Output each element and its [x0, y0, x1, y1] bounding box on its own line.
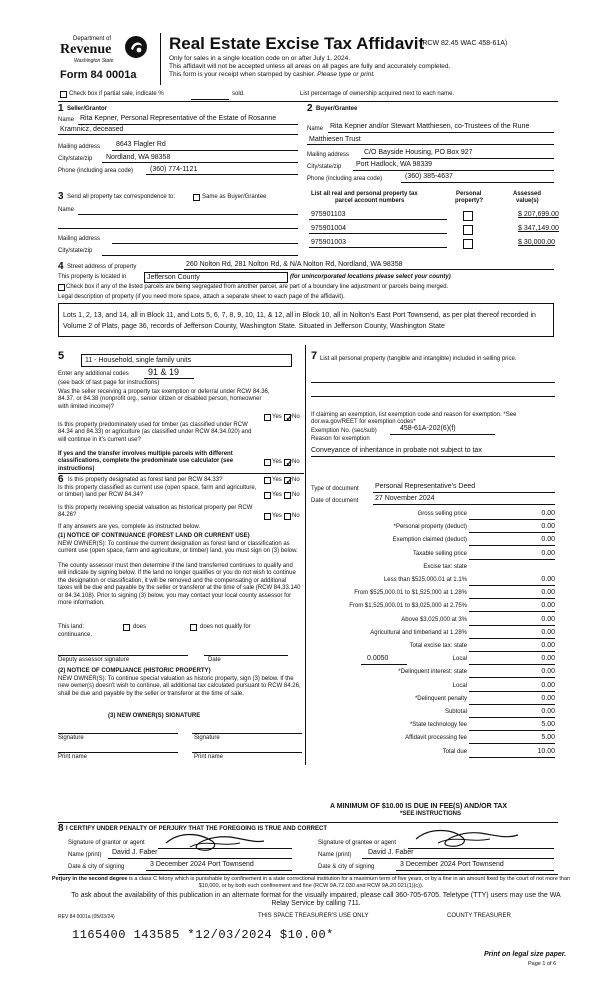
parcel-col-header-1: List all real and personal property tax	[311, 191, 418, 197]
tax-line-row	[311, 629, 557, 639]
does-qualify-checkbox[interactable]	[123, 624, 130, 631]
new-owner-signature-line-1[interactable]	[58, 733, 178, 734]
grantor-name-line	[108, 858, 292, 859]
buyer-city-label: City/state/zip	[307, 164, 342, 170]
correspondence-mail-line[interactable]	[112, 243, 298, 244]
tax-line-row	[311, 576, 557, 586]
exemption-number-line	[390, 434, 495, 435]
seller-phone-line	[146, 174, 298, 175]
does-not-qualify-checkbox[interactable]	[190, 624, 197, 631]
seller-mail-line	[112, 150, 298, 151]
grantor-date-value[interactable]: 3 December 2024 Port Townsend	[150, 861, 254, 868]
forest-no-label: No	[292, 477, 300, 483]
tax-line-row	[311, 589, 557, 599]
tax-line-value[interactable]: 0.00	[541, 694, 555, 702]
tax-line-label: Exemption claimed (deduct)	[392, 537, 467, 544]
parcel-col-header-2b: property?	[455, 198, 484, 204]
current-use-no-checkbox[interactable]	[284, 492, 291, 499]
additional-codes-line	[144, 378, 194, 379]
located-in-label: This property is located in	[58, 274, 127, 280]
tax-line-underline	[469, 651, 555, 652]
q1-yes-checkbox[interactable]	[264, 414, 271, 421]
tax-line-value[interactable]: 0.00	[541, 549, 555, 557]
if-any-yes-note: If any answers are yes, complete as instructed below.	[58, 524, 201, 530]
seller-phone-value[interactable]: (360) 774-1121	[150, 166, 198, 173]
compliance-title: (2) NOTICE OF COMPLIANCE (HISTORIC PROPERTY)	[58, 668, 211, 674]
revenue-label: Revenue	[60, 42, 112, 57]
parcel-line	[309, 233, 447, 234]
tax-line-underline	[469, 704, 555, 705]
tax-line-label: Above $3,025,000 at 3%	[401, 616, 467, 623]
q1-no-label: No	[292, 414, 300, 420]
new-owner-signature-line-2[interactable]	[192, 733, 302, 734]
seller-phone-label: Phone (including area code)	[58, 168, 134, 174]
current-use-yes-label: Yes	[272, 492, 282, 498]
new-owner-signature-title: (3) NEW OWNER(S) SIGNATURE	[108, 713, 201, 719]
unincorporated-note: (for unincorporated locations please select your county)	[290, 274, 451, 280]
buyer-name-line	[328, 132, 554, 133]
list-percentage-note: List percentage of ownership acquired next to each name.	[300, 91, 455, 97]
tax-line-value[interactable]: 0.00	[541, 576, 555, 583]
tax-line-row	[311, 510, 557, 520]
tax-line-value[interactable]: 0.00	[541, 589, 555, 597]
new-owner-print-line-1[interactable]	[58, 752, 178, 753]
grantee-signature-image[interactable]	[412, 823, 522, 851]
document-type-value[interactable]: Personal Representative's Deed	[375, 483, 476, 490]
buyer-mail-line	[361, 158, 554, 159]
tax-line-value[interactable]: 0.00	[541, 628, 555, 636]
assessed-value[interactable]: $ 207,699.00	[518, 211, 559, 218]
header-line-3: This form is your receipt when stamped by cashier.	[169, 71, 316, 78]
section-3-number: 3	[58, 191, 64, 202]
correspondence-name-line[interactable]	[78, 214, 298, 215]
tax-line-value[interactable]: 10.00	[537, 747, 555, 755]
partial-sale-checkbox[interactable]	[60, 91, 67, 98]
partial-percent-line[interactable]	[191, 99, 229, 100]
washington-state-label: Washington State	[74, 58, 114, 64]
forest-land-question: Is this property designated as forest land per RCW 84.33?	[68, 477, 223, 483]
tax-line-underline	[469, 638, 555, 639]
forest-yes-checkbox[interactable]	[264, 477, 271, 484]
legal-description-value[interactable]: Lots 1, 2, 13, and 14, all in Block 11, and Lots 5, 6, 7, 8, 9, 10, 11, & 12, all in Block 10, all in Nolton's East Port Townsend, as per plat thereof recorded in Volume 2 of Plats, page 36, records of Jefferson County, Washington State. Situated in Jefferson County, Washington State	[58, 303, 554, 337]
exemption-claim-label: If claiming an exemption, list exemption code and reason for exemption. *See dor.wa.gov/REET for exemption codes*	[311, 412, 517, 426]
grantee-name-label: Name (print)	[318, 852, 352, 858]
street-address-label: Street address of property	[67, 264, 137, 270]
buyer-name-label: Name	[307, 126, 324, 132]
reason-line	[311, 456, 555, 457]
tax-line-label: From $1,525,000.01 to $3,025,000 at 2.75%	[349, 603, 467, 610]
tax-line-underline	[469, 611, 555, 612]
current-use-yes-checkbox[interactable]	[264, 492, 271, 499]
tax-line-row	[311, 655, 557, 665]
q2-yes-checkbox[interactable]	[264, 459, 271, 466]
current-use-no-label: No	[292, 492, 300, 498]
tax-line-label: Total due	[442, 748, 467, 755]
partial-sale-label: Check box if partial sale, indicate %	[69, 91, 164, 97]
minimum-due-note: A MINIMUM OF $10.00 IS DUE IN FEE(S) AND/OR TAX	[330, 803, 508, 810]
section-4-number: 4	[58, 261, 64, 272]
compliance-text: NEW OWNER(S): To continue special valuation as historic property, sign (3) below. If the new owner(s) doesn't wish to continue, all additional tax calculated pursuant to RCW 84.26, shall be due and payable by the seller or transferor at the time of sale.	[58, 676, 301, 697]
grantee-name-value[interactable]: David J. Faber	[368, 849, 414, 856]
buyer-city-value[interactable]: Port Hadlock, WA 98339	[356, 161, 433, 168]
historic-yes-checkbox[interactable]	[264, 513, 271, 520]
correspondence-city-label: City/state/zip	[58, 248, 93, 254]
reason-label: Reason for exemption	[311, 436, 370, 442]
segregated-label: Check box if any of the listed parcels are being segregated from another parcel, are part of a boundary line adjustment or parcels being merged.	[66, 284, 449, 290]
legal-description-label: Legal description of property (if you need more space, attach a separate sheet to each page of the affidavit).	[58, 294, 345, 300]
parcel-col-header-3: Assessed	[513, 191, 542, 197]
legal-paper-note: Print on legal size paper.	[484, 951, 567, 958]
see-back-note: (see back of last page for instructions)	[58, 380, 160, 386]
type-or-print: Please type or print.	[317, 71, 375, 78]
continuance-text-a: NEW OWNER(S): To continue the current designation as forest land or classification as current use (open space, farm and agriculture, or timber) land, you must sign on (3) below.	[58, 541, 298, 555]
tax-line-underline	[469, 743, 555, 744]
assessed-value[interactable]: $ 30,000.00	[518, 239, 555, 246]
seller-name-label: Name	[58, 117, 75, 123]
parcel-col-header-3b: value(s)	[516, 198, 539, 204]
tax-line-underline	[469, 730, 555, 731]
personal-property-line-1[interactable]	[311, 382, 555, 383]
grantor-name-value[interactable]: David J. Faber	[112, 849, 158, 856]
correspondence-name-line-2[interactable]	[58, 228, 298, 229]
parcel-number[interactable]: 975901103	[311, 211, 346, 218]
deputy-date-line[interactable]	[204, 655, 288, 656]
tax-line-row	[311, 550, 557, 560]
form-number: Form 84 0001a	[60, 69, 137, 81]
tax-line-row	[311, 748, 557, 758]
q2-no-checkbox[interactable]: ✓	[285, 458, 294, 468]
exemption-question: Was the seller receiving a property tax exemption or deferral under RCW 84.36, 84.37, or 84.38 (nonprofit org., senior citizen or disabled person, homeowner with limited income)?	[58, 389, 270, 410]
personal-property-line-2[interactable]	[311, 396, 555, 397]
county-treasurer-label: COUNTY TREASURER	[447, 913, 511, 919]
does-label: does	[133, 624, 147, 630]
tax-line-label: Excise tax: state	[423, 563, 467, 570]
seller-name-value-2[interactable]: Kramnicz, deceased	[60, 126, 124, 133]
divider	[58, 101, 558, 102]
tax-line-label: *State technology fee	[409, 722, 467, 729]
tax-line-value[interactable]: 0.00	[541, 668, 555, 676]
same-as-buyer-label: Same as Buyer/Grantee	[202, 194, 267, 200]
print-name-label-1: Print name	[58, 754, 88, 760]
buyer-mail-value[interactable]: C/O Bayside Housing, PO Box 927	[364, 149, 473, 156]
grantee-signature-label: Signature of grantee or agent	[318, 840, 397, 846]
deputy-date-label: Date	[208, 657, 221, 663]
personal-property-checkbox[interactable]	[463, 211, 473, 221]
tax-line-value[interactable]: 0.00	[541, 708, 555, 715]
signature-label-2: Signature	[194, 735, 220, 741]
tax-line-value[interactable]: 0.00	[541, 602, 555, 610]
buyer-phone-label: Phone (including area code)	[307, 176, 383, 182]
tax-line-value[interactable]: 0.00	[541, 615, 555, 623]
tax-line-value[interactable]: 0.00	[541, 642, 555, 649]
seller-heading: Seller/Grantor	[67, 106, 108, 112]
exemption-number-value[interactable]: 458-61A-202(6)(f)	[400, 425, 456, 432]
buyer-phone-value[interactable]: (360) 385-4637	[405, 173, 453, 180]
continuance-title: (1) NOTICE OF CONTINUANCE (FOREST LAND OR CURRENT USE)	[58, 533, 250, 539]
perjury-text: is a class C felony which is punishable by confinement in a state correctional institution for a maximum term of five years, or by a fine in an amount fixed by the court of not more than $10,000, or by both such confinement and fine (RCW 9A.72.030 and RCW 9A.20.021(1)(c)).	[127, 876, 571, 889]
correspondence-name-label: Name	[58, 207, 75, 213]
street-address-line	[184, 269, 554, 270]
cashier-receipt-stamp: 1165400 143585 *12/03/2024 $10.00*	[72, 928, 334, 942]
parcel-col-header-2: Personal	[456, 191, 482, 197]
seller-city-value[interactable]: Nordland, WA 98358	[106, 154, 171, 161]
treasurer-use-label: THIS SPACE TREASURER'S USE ONLY	[258, 913, 369, 919]
grantee-date-label: Date & city of signing	[318, 864, 375, 870]
grantee-date-line	[396, 870, 554, 871]
seller-city-label: City/state/zip	[58, 156, 93, 162]
tax-line-label: Taxable selling price	[412, 550, 467, 557]
seller-name-line-2	[58, 134, 298, 135]
tax-line-label: Gross selling price	[417, 511, 467, 517]
tax-line-row	[311, 668, 557, 678]
seller-city-line	[102, 162, 298, 163]
timber-question: Is this property predominately used for timber (as classified under RCW 84.34 and 84.33) or agriculture (as classified under RCW 84.34.020) and will continue in it's current use?	[58, 422, 252, 443]
document-type-line	[373, 492, 555, 493]
personal-property-label: List all personal property (tangible and intangible) included in selling price.	[320, 356, 517, 362]
tax-line-value[interactable]: 0.00	[541, 681, 555, 689]
tax-line-value[interactable]: 0.00	[541, 523, 555, 531]
grantor-signature-line	[158, 848, 292, 849]
personal-property-checkbox[interactable]	[463, 225, 473, 235]
parcel-number[interactable]: 975901004	[311, 225, 347, 232]
tax-line-row	[311, 682, 557, 692]
grantor-signature-label: Signature of grantor or agent	[68, 840, 145, 846]
tax-line-row	[311, 721, 557, 731]
segregated-checkbox[interactable]	[58, 284, 65, 291]
divider	[58, 874, 558, 875]
dept-of-label: Department of	[73, 36, 112, 42]
does-not-qualify-label: does not qualify for	[200, 624, 251, 630]
local-rate-line	[361, 664, 407, 665]
q1-no-checkbox[interactable]: ✓	[285, 413, 294, 423]
dor-logo-icon	[124, 35, 148, 59]
send-correspondence-label: Send all property tax correspondence to:	[67, 194, 176, 200]
alternate-format-notice: To ask about the availability of this publication in an alternate format for the visually impaired, please call 360-705-6705. Teletype (TTY) users may use the WA Relay Service by calling 711.	[71, 892, 561, 907]
tax-line-underline	[469, 717, 555, 718]
tax-line-label: Affidavit processing fee	[405, 735, 467, 742]
street-address-value[interactable]: 260 Nolton Rd, 281 Nolton Rd, & N/A Nolton Rd, Nordland, WA 98358	[186, 261, 403, 268]
seller-name-value[interactable]: Rita Kepner, Personal Representative of the Estate of Rosanne	[80, 115, 277, 122]
tax-line-value[interactable]: 0.00	[541, 510, 555, 517]
tax-line-underline	[469, 664, 555, 665]
revision-label: REV 84 0001a (05/03/24)	[58, 914, 115, 920]
seller-mail-label: Mailing address	[58, 144, 101, 150]
tax-line-row	[311, 616, 557, 626]
additional-codes-value[interactable]: 91 & 19	[148, 367, 180, 377]
grantor-date-line	[146, 870, 292, 871]
correspondence-mail-label: Mailing address	[58, 236, 101, 242]
tax-line-row	[311, 602, 557, 612]
parcel-line	[309, 219, 447, 220]
buyer-mail-label: Mailing address	[307, 152, 350, 158]
assessed-value[interactable]: $ 347,149.00	[518, 225, 559, 232]
section-7-number: 7	[311, 350, 318, 362]
historic-question: Is this property receiving special valuation as historical property per RCW 84.26?	[58, 505, 253, 519]
current-use-question: Is this property classified as current use (open space, farm and agriculture, or timber) land per RCW 84.34?	[58, 485, 257, 499]
tax-line-row	[311, 536, 557, 546]
section-8-number: 8	[58, 823, 64, 834]
tax-line-underline	[469, 585, 555, 586]
same-as-buyer-checkbox[interactable]	[193, 194, 200, 201]
local-rate-value: 0.0050	[367, 655, 389, 663]
tax-line-label: Local	[452, 656, 467, 663]
q2-no-label: No	[292, 459, 300, 465]
document-date-value[interactable]: 27 November 2024	[375, 495, 435, 502]
perjury-bold: Perjury in the second degree	[51, 876, 128, 882]
parcel-col-header-1b: parcel account numbers	[335, 198, 405, 204]
exemption-number-label: Exemption No. (sec/sub)	[311, 428, 377, 434]
personal-property-checkbox[interactable]	[463, 239, 473, 249]
tax-line-label: Agricultural and timberland at 1.28%	[370, 629, 467, 636]
continuance-text-b: The county assessor must then determine if the land transferred continues to qualify and will indicate by signing below. If the land no longer qualifies or you do not wish to continue the designation or classification, it will be removed and the compensating or additional taxes will be due and payable by the seller or transferor at the time of sale (RCW 84.33.140 or 84.34.108). Prior to signing (3) below, you may contact your local county assessor for more information.	[58, 563, 301, 607]
tax-line-underline	[469, 559, 555, 560]
section-1-number: 1	[58, 103, 64, 114]
historic-no-label: No	[292, 513, 300, 519]
tax-line-underline	[469, 519, 555, 520]
q2-yes-label: Yes	[272, 459, 282, 465]
new-owner-print-line-2[interactable]	[192, 752, 302, 753]
parcel-line	[309, 247, 447, 248]
section-6-number: 6	[58, 474, 64, 485]
grantee-name-line	[362, 858, 554, 859]
section-5-number: 5	[58, 350, 65, 362]
tax-line-label: Total excise tax: state	[409, 643, 467, 649]
buyer-name-value[interactable]: Rita Kepner and/or Stewart Matthiesen, co-Trustees of the Rune	[330, 123, 530, 130]
buyer-phone-line	[401, 182, 554, 183]
rcw-reference: (RCW 82.45 WAC 458-61A)	[420, 40, 508, 47]
tax-line-label: *Delinquent penalty	[414, 695, 467, 702]
tax-line-row	[311, 695, 557, 705]
print-name-label-2: Print name	[194, 754, 224, 760]
grantee-date-value[interactable]: 3 December 2024 Port Townsend	[400, 861, 504, 868]
q1-yes-label: Yes	[272, 414, 282, 420]
tax-line-label: From $525,000.01 to $1,525,000 at 1.28%	[354, 590, 467, 597]
this-land-label: This land:	[58, 624, 85, 630]
tax-line-underline	[469, 757, 555, 758]
tax-line-underline	[469, 598, 555, 599]
continuance-label: continuance.	[58, 632, 93, 638]
additional-codes-label: Enter any additional codes	[58, 371, 129, 377]
deputy-signature-label: Deputy assessor signature	[58, 657, 130, 663]
tax-line-label: Less than $525,000.01 at 1.1%	[383, 577, 467, 583]
document-date-line	[373, 504, 555, 505]
tax-line-row	[311, 563, 557, 573]
deputy-signature-line[interactable]	[58, 655, 188, 656]
tax-line-row	[311, 734, 557, 744]
document-date-label: Date of document	[311, 498, 359, 504]
section-2-number: 2	[307, 103, 313, 114]
column-divider	[305, 345, 306, 765]
forest-no-checkbox[interactable]: ✓	[285, 476, 294, 486]
tax-line-row	[311, 708, 557, 718]
tax-line-row	[311, 523, 557, 533]
tax-line-underline	[469, 691, 555, 692]
timber-question-note: If yes and the transfer involves multiple parcels with different classifications, complete the predominate use calculator (see instructions)	[58, 451, 234, 472]
see-instructions-note: *SEE INSTRUCTIONS	[400, 811, 462, 817]
correspondence-city-line[interactable]	[102, 255, 298, 256]
tax-line-underline	[469, 545, 555, 546]
reason-value[interactable]: Conveyance of inheritance in probate not subject to tax	[311, 447, 482, 454]
certify-label: I CERTIFY UNDER PENALTY OF PERJURY THAT THE FOREGOING IS TRUE AND CORRECT	[66, 826, 328, 832]
forest-yes-label: Yes	[272, 477, 282, 483]
grantee-signature-line	[408, 848, 554, 849]
grantor-name-label: Name (print)	[68, 852, 102, 858]
parcel-number[interactable]: 975901003	[311, 239, 347, 246]
tax-line-value[interactable]: 0.00	[541, 655, 555, 663]
tax-line-value[interactable]: 0.00	[541, 536, 555, 544]
grantor-signature-image[interactable]	[160, 829, 270, 855]
tax-line-row	[311, 642, 557, 652]
seller-name-line	[78, 124, 298, 125]
tax-line-underline	[469, 532, 555, 533]
tax-line-label: Local	[452, 682, 467, 689]
land-use-code-select[interactable]: 11 - Household, single family units	[81, 354, 292, 367]
tax-line-underline	[469, 625, 555, 626]
divider	[58, 473, 304, 474]
buyer-city-line	[353, 170, 554, 171]
tax-line-label: *Personal property (deduct)	[393, 524, 467, 531]
historic-no-checkbox[interactable]	[284, 513, 291, 520]
form-title: Real Estate Excise Tax Affidavit	[169, 34, 425, 53]
grantor-date-label: Date & city of signing	[68, 864, 125, 870]
tax-line-underline	[469, 677, 555, 678]
tax-line-label: *Delinquent interest: state	[398, 669, 467, 676]
header-divider	[160, 33, 161, 85]
header-line-2: This affidavit will not be accepted unless all areas on all pages are fully and accurately completed.	[169, 63, 451, 70]
tax-line-label: Subtotal	[444, 709, 467, 715]
sold-label: sold.	[232, 91, 245, 97]
perjury-notice	[46, 876, 576, 890]
document-type-label: Type of document	[311, 486, 359, 492]
seller-mail-value[interactable]: 8643 Flagler Rd	[116, 141, 166, 148]
buyer-name-line-2	[307, 144, 554, 145]
county-select[interactable]: Jefferson County	[144, 272, 288, 283]
page-number: Page 1 of 6	[528, 961, 557, 967]
signature-label-1: Signature	[58, 735, 84, 741]
buyer-name-value-2[interactable]: Matthiesen Trust	[309, 136, 361, 143]
buyer-heading: Buyer/Grantee	[316, 106, 358, 112]
tax-line-value[interactable]: 5.00	[541, 721, 555, 729]
historic-yes-label: Yes	[272, 513, 282, 519]
tax-line-value[interactable]: 5.00	[541, 734, 555, 742]
header-line-1: Only for sales in a single location code on or after July 1, 2024.	[169, 55, 351, 62]
